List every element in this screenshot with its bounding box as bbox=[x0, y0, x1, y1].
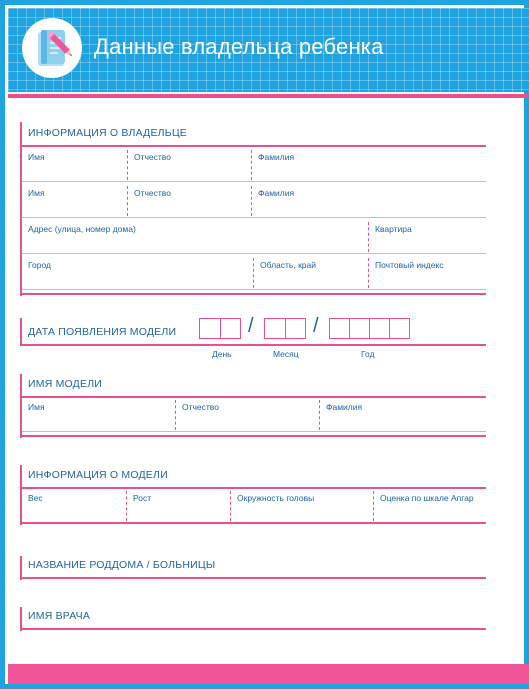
row-line bbox=[22, 253, 486, 254]
field-divider bbox=[175, 400, 176, 430]
city-label: Город bbox=[28, 260, 51, 270]
owner2-first-name-label: Имя bbox=[28, 188, 45, 198]
section-line bbox=[22, 344, 486, 346]
model-name-title: ИМЯ МОДЕЛИ bbox=[28, 378, 103, 390]
postal-code-label: Почтовый индекс bbox=[375, 260, 444, 270]
field-divider bbox=[126, 491, 127, 521]
field-divider bbox=[251, 150, 252, 180]
owner-last-name-label: Фамилия bbox=[258, 152, 295, 162]
field-divider bbox=[230, 491, 231, 521]
doctor-title: ИМЯ ВРАЧА bbox=[28, 610, 91, 622]
row-line bbox=[22, 431, 486, 432]
model-first-name-label: Имя bbox=[28, 402, 45, 412]
header-divider bbox=[8, 94, 529, 98]
model-info-title: ИНФОРМАЦИЯ О МОДЕЛИ bbox=[28, 469, 168, 481]
field-divider bbox=[373, 491, 374, 521]
section-bottom-line bbox=[22, 293, 486, 295]
apgar-score-label: Оценка по шкале Апгар bbox=[380, 493, 474, 503]
field-divider bbox=[368, 258, 369, 288]
field-divider bbox=[127, 150, 128, 180]
notebook-pencil-icon bbox=[32, 26, 74, 72]
footer-bar bbox=[8, 664, 529, 684]
field-divider bbox=[127, 186, 128, 216]
month-caption: Месяц bbox=[273, 349, 299, 359]
section-bottom-line bbox=[22, 435, 486, 437]
owner2-last-name-label: Фамилия bbox=[258, 188, 295, 198]
section-line bbox=[22, 628, 486, 630]
year-caption: Год bbox=[361, 349, 375, 359]
month-input[interactable] bbox=[264, 318, 306, 339]
field-divider bbox=[319, 400, 320, 430]
owner-patronymic-label: Отчество bbox=[134, 152, 171, 162]
section-bottom-line bbox=[22, 522, 486, 524]
model-name-section bbox=[20, 374, 484, 438]
owner2-patronymic-label: Отчество bbox=[134, 188, 171, 198]
region-label: Область, край bbox=[260, 260, 317, 270]
hospital-section bbox=[20, 556, 484, 580]
field-divider bbox=[253, 258, 254, 288]
date-separator: / bbox=[248, 315, 254, 337]
section-line bbox=[22, 577, 486, 579]
field-divider bbox=[251, 186, 252, 216]
header-banner bbox=[8, 8, 529, 92]
year-input[interactable] bbox=[329, 318, 410, 339]
date-separator: / bbox=[313, 315, 319, 337]
owner-info-section bbox=[20, 122, 484, 296]
head-circumference-label: Окружность головы bbox=[237, 493, 315, 503]
hospital-title: НАЗВАНИЕ РОДДОМА / БОЛЬНИЦЫ bbox=[28, 559, 216, 571]
field-divider bbox=[368, 222, 369, 252]
section-line bbox=[22, 396, 486, 398]
section-line bbox=[22, 487, 486, 489]
day-caption: День bbox=[212, 349, 232, 359]
model-patronymic-label: Отчество bbox=[182, 402, 219, 412]
row-line bbox=[22, 181, 486, 182]
row-line bbox=[22, 217, 486, 218]
model-last-name-label: Фамилия bbox=[326, 402, 363, 412]
model-info-section bbox=[20, 465, 484, 525]
owner-info-title: ИНФОРМАЦИЯ О ВЛАДЕЛЬЦЕ bbox=[28, 127, 188, 139]
doctor-section bbox=[20, 607, 484, 631]
owner-first-name-label: Имя bbox=[28, 152, 45, 162]
height-label: Рост bbox=[133, 493, 152, 503]
section-line bbox=[22, 145, 486, 147]
weight-label: Вес bbox=[28, 493, 43, 503]
day-input[interactable] bbox=[199, 318, 241, 339]
page-title: Данные владельца ребенка bbox=[94, 34, 384, 59]
apartment-label: Квартира bbox=[375, 224, 412, 234]
address-label: Адрес (улица, номер дома) bbox=[28, 224, 136, 234]
row-line bbox=[22, 289, 486, 290]
date-section-title: ДАТА ПОЯВЛЕНИЯ МОДЕЛИ bbox=[28, 326, 177, 338]
header-icon-circle bbox=[22, 18, 82, 78]
